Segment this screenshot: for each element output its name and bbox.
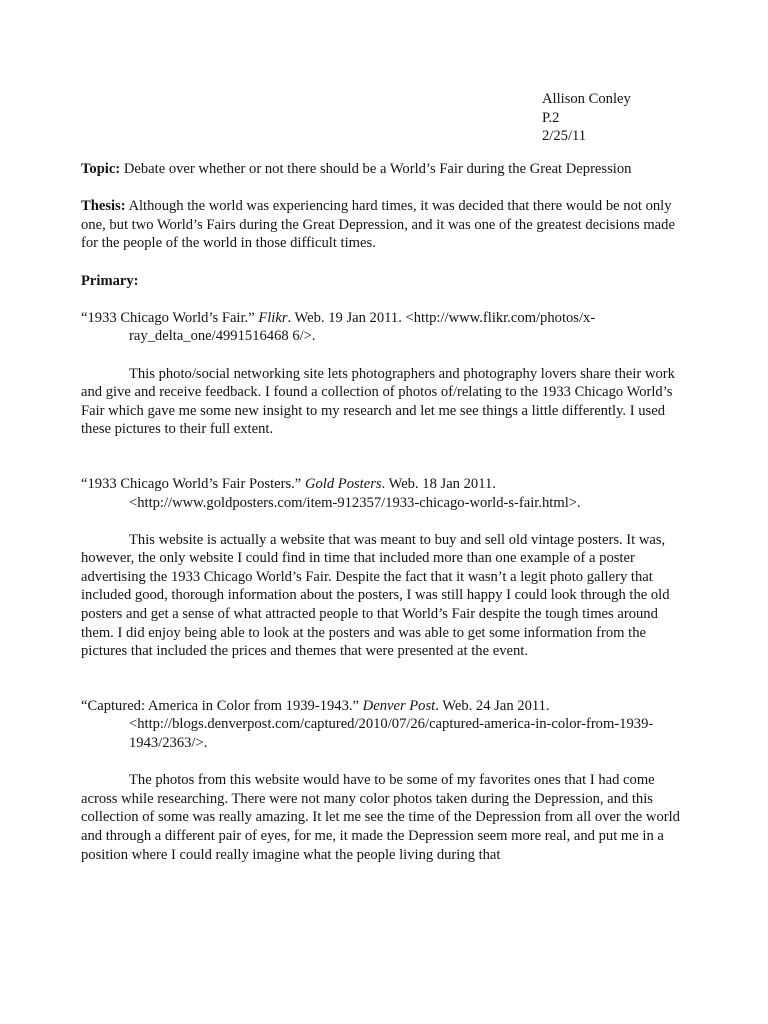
annotation-paragraph: This website is actually a website that was meant to buy and sell old vintage posters. It was, however, the only website I could find in time that included more than one example of a poster advertising the 1933 Chicago World’s Fair. Despite the fact that it wasn’t a legit photo gallery that included good, thorough information about the posters, I was still happy I could look through the old posters and get a sense of what attracted people to that World’s Fair despite the tough times around them. I did enjoy being able to look at the posters and was able to get some information from the pictures that included the prices and themes that were presented at the event. [81,531,670,660]
citation-url: <http://www.goldposters.com/item-912357/1933-chicago-world-s-fair.html>. [129,494,581,511]
topic-paragraph [81,160,685,179]
class-period: P.2 [542,109,560,126]
citation-source: Denver Post [362,697,436,714]
citation-url: <http://blogs.denverpost.com/captured/2010/07/26/captured-america-in-color-from-1939-1943/2363/>. [129,716,654,752]
citation-title: “Captured: America in Color from 1939-1943.” [81,697,363,714]
author-name: Allison Conley [542,91,631,107]
annotation-paragraph: The photos from this website would have to be some of my favorites ones that I had come across while researching. There were not many color photos taken during the Depression, and this collection of some was really amazing. It let me see the time of the Depression from all over the world and through a different pair of eyes, for me, it made the Depression seem more real, and put me in a position where I could really imagine what the people living during that [81,772,680,863]
citation-details: . Web. 18 Jan 2011. [381,475,496,492]
citation-details: . Web. 24 Jan 2011. [435,697,550,714]
document-date: 2/25/11 [542,128,587,145]
topic-text: Debate over whether or not there should be a World’s Fair during the Great Depression [120,161,632,177]
citation-entry [81,309,685,346]
thesis-paragraph [81,197,685,253]
citation-source: Flikr [258,309,288,326]
thesis-text: Although the world was experiencing hard times, it was decided that there would be not only one, but two World’s Fairs during the Great Depression, and it was one of the greatest decisions made for the people of the world in those difficult times. [81,198,675,252]
citation-title: “1933 Chicago World’s Fair.” [81,309,259,326]
author-header [542,90,742,146]
citation-title: “1933 Chicago World’s Fair Posters.” [81,475,305,492]
citation-entry [81,475,685,512]
citation-url-continued: ray_delta_one/4991516468 6/>. [129,328,316,345]
document-body [81,160,685,864]
citation-details: . Web. 19 Jan 2011. <http://www.flikr.com/photos/x- [287,309,596,326]
citation-source: Gold Posters [304,475,382,492]
annotation-paragraph: This photo/social networking site lets photographers and photography lovers share their work and give and receive feedback. I found a collection of photos of/relating to the 1933 Chicago World’s Fair which gave me some new insight to my research and let me see things a little differently. I used these pictures to their full extent. [81,365,675,438]
topic-label: Topic: [81,161,121,177]
thesis-label: Thesis: [81,198,126,215]
citation-entry [81,697,685,753]
section-heading-primary: Primary: [81,272,139,289]
